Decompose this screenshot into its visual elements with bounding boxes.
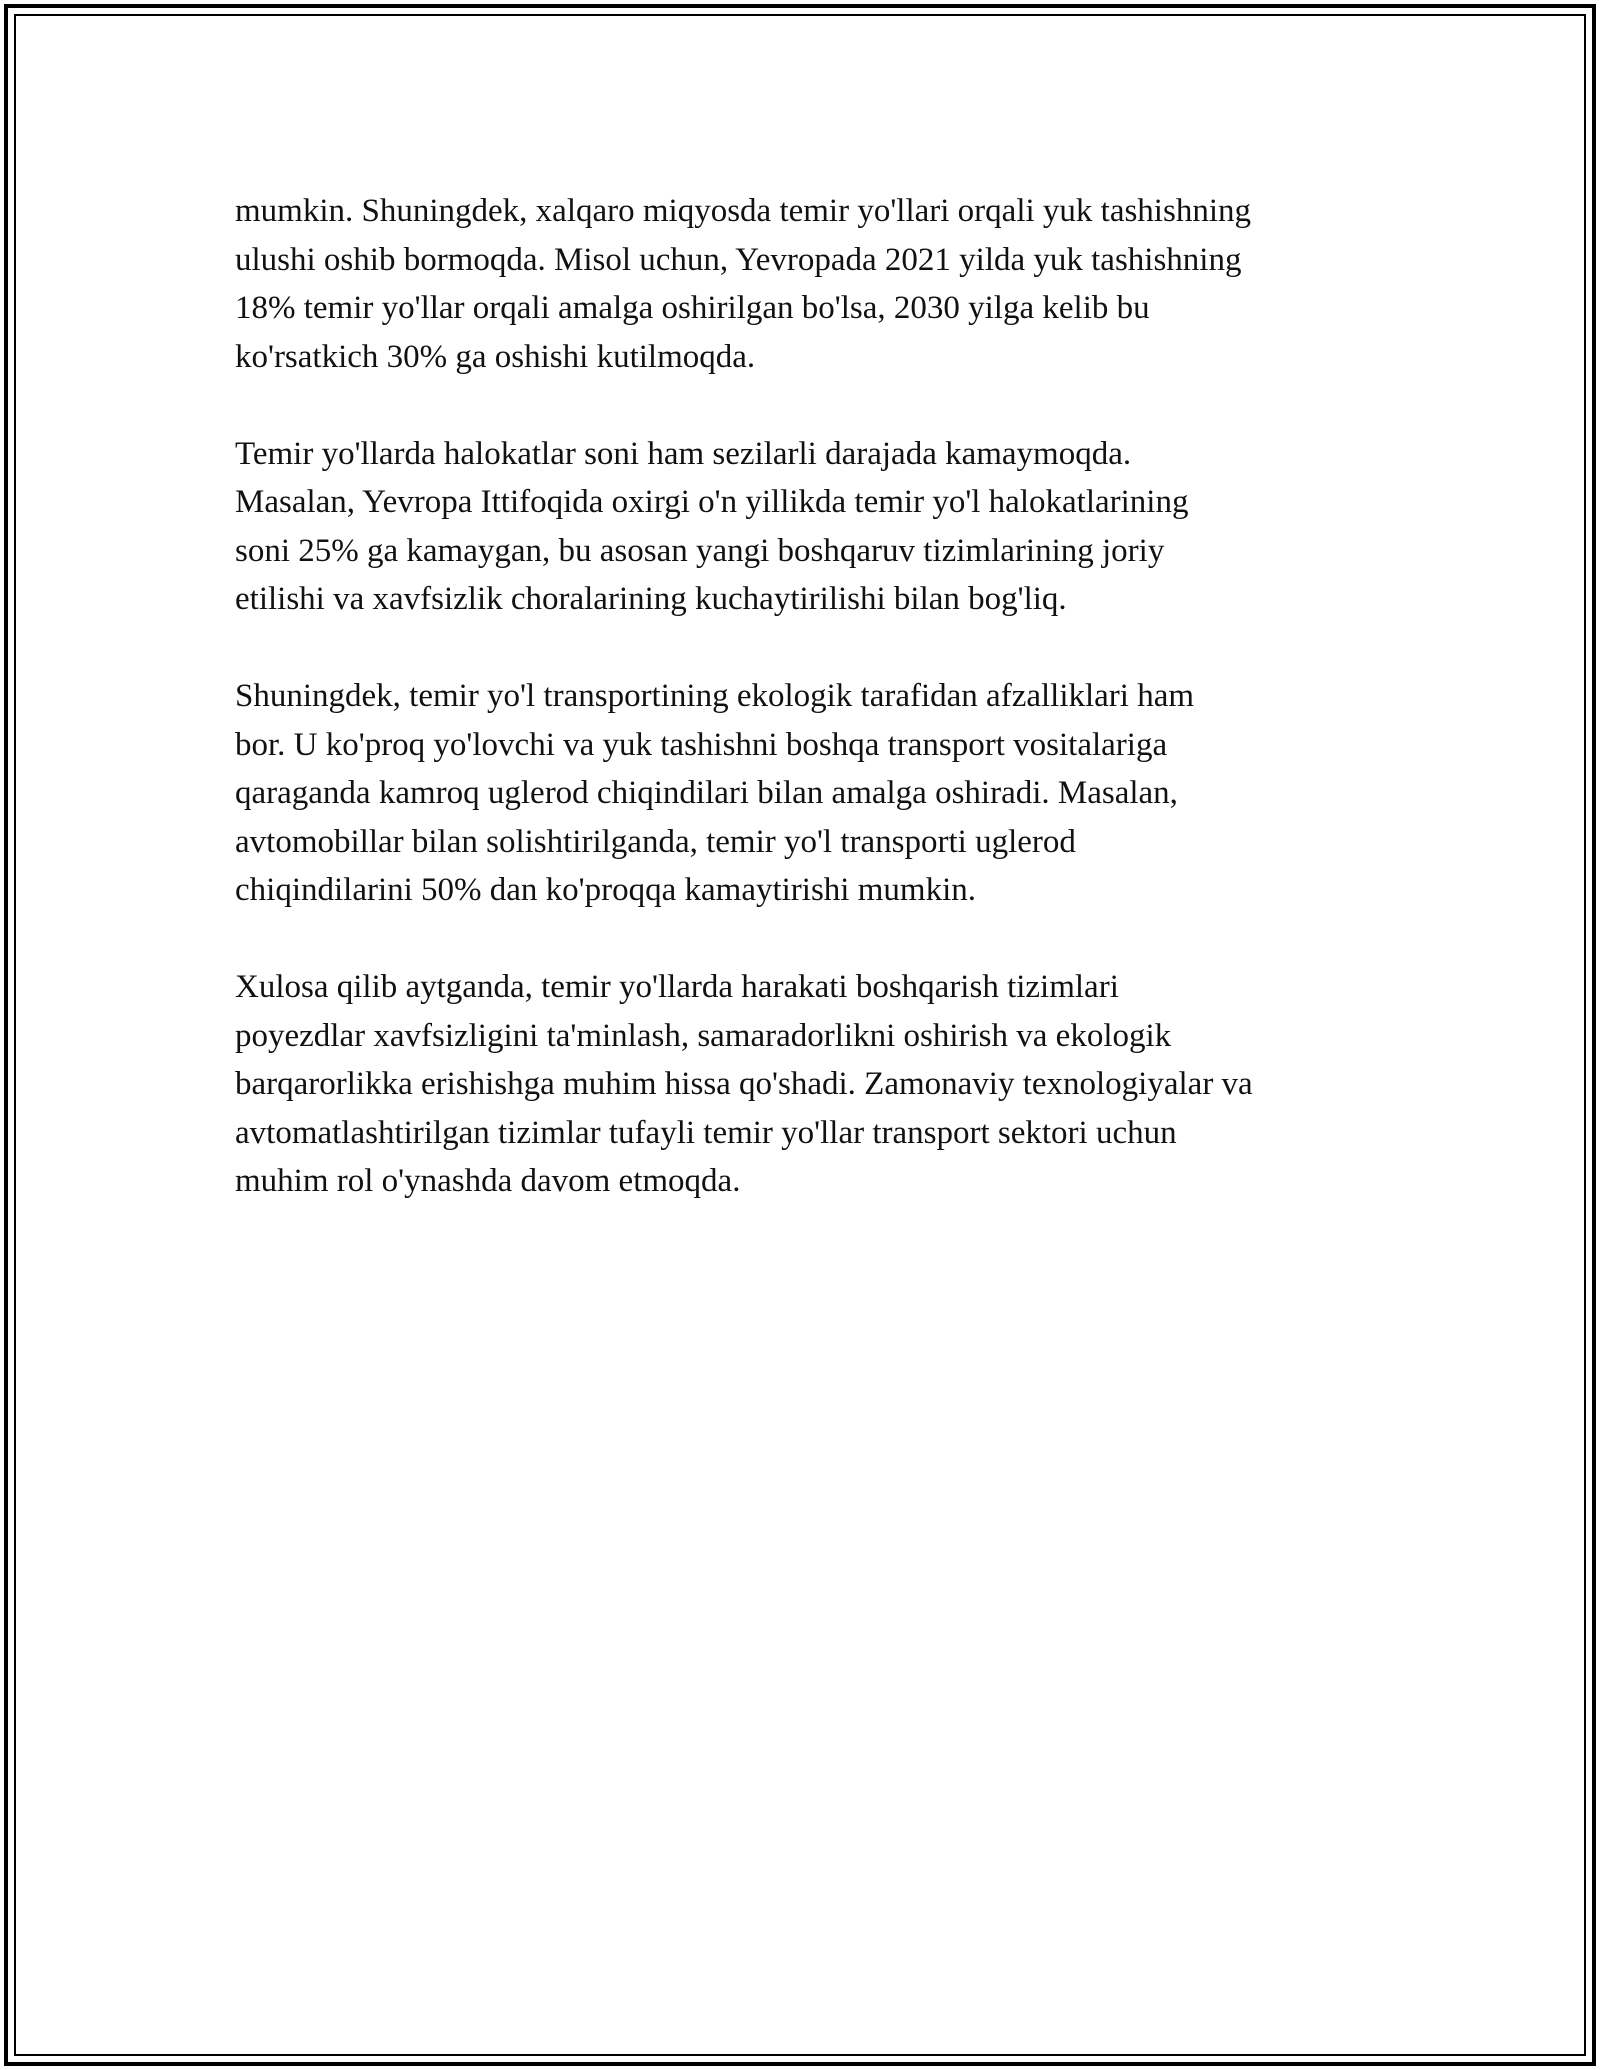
text-line: barqarorlikka erishishga muhim hissa qo'shadi. Zamonaviy texnologiyalar va xyxy=(235,1066,1253,1102)
text-line: Temir yo'llarda halokatlar soni ham sezilarli darajada kamaymoqda. xyxy=(235,435,1132,472)
text-line: soni 25% ga kamaygan, bu asosan yangi boshqaruv tizimlarining joriy xyxy=(235,532,1165,569)
text-line: Masalan, Yevropa Ittifoqida oxirgi o'n yillikda temir yo'l halokatlarining xyxy=(235,484,1189,520)
text-line: mumkin. Shuningdek, xalqaro miqyosda temir yo'llari orqali yuk tashishning xyxy=(235,193,1251,229)
text-line: avtomatlashtirilgan tizimlar tufayli temir yo'llar transport sektori uchun xyxy=(235,1114,1177,1151)
paragraph-2 xyxy=(235,430,1385,624)
text-line: muhim rol o'ynashda davom etmoqda. xyxy=(235,1163,741,1199)
text-line: chiqindilarini 50% dan ko'proqqa kamaytirishi mumkin. xyxy=(235,872,976,908)
text-line: avtomobillar bilan solishtirilganda, temir yo'l transporti uglerod xyxy=(235,823,1076,860)
text-line: 18% temir yo'llar orqali amalga oshirilgan bo'lsa, 2030 yilga kelib bu xyxy=(235,290,1150,326)
text-line: etilishi va xavfsizlik choralarining kuchaytirilishi bilan bog'liq. xyxy=(235,581,1067,617)
text-line: bor. U ko'proq yo'lovchi va yuk tashishni boshqa transport vositalariga xyxy=(235,726,1168,763)
paragraph-4 xyxy=(235,963,1385,1206)
document-body xyxy=(235,187,1385,1254)
text-line: Xulosa qilib aytganda, temir yo'llarda harakati boshqarish tizimlari xyxy=(235,969,1119,1005)
text-line: qaraganda kamroq uglerod chiqindilari bilan amalga oshiradi. Masalan, xyxy=(235,775,1178,811)
text-line: poyezdlar xavfsizligini ta'minlash, samaradorlikni oshirish va ekologik xyxy=(235,1017,1172,1054)
text-line: Shuningdek, temir yo'l transportining ekologik tarafidan afzalliklari ham xyxy=(235,678,1195,714)
paragraph-1 xyxy=(235,187,1385,381)
text-line: ulushi oshib bormoqda. Misol uchun, Yevropada 2021 yilda yuk tashishning xyxy=(235,241,1242,278)
text-line: ko'rsatkich 30% ga oshishi kutilmoqda. xyxy=(235,338,756,375)
paragraph-3 xyxy=(235,672,1385,915)
